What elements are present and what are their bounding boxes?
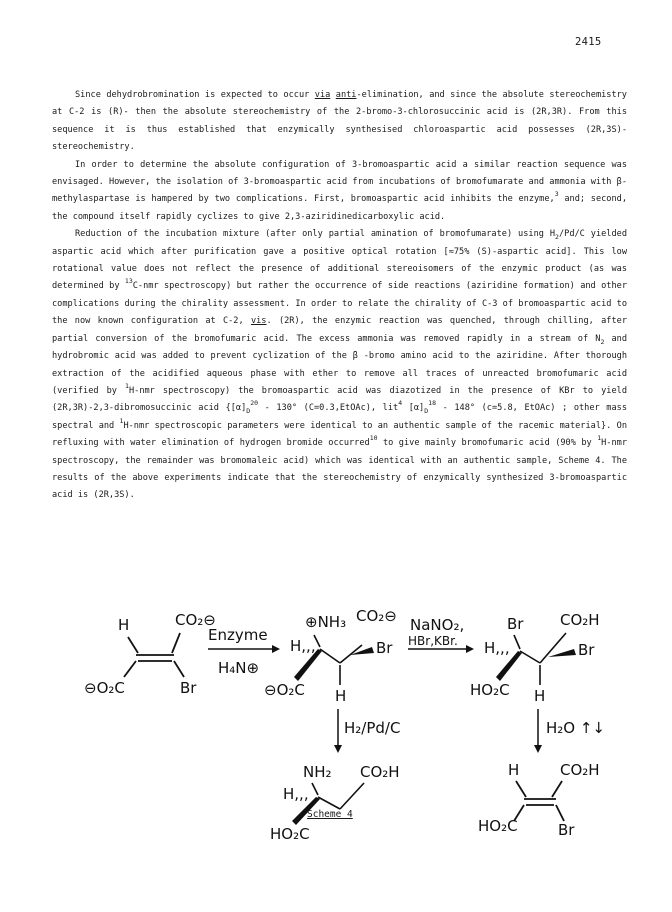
atom-label: Br: [376, 639, 393, 657]
reagent-label: Enzyme: [208, 626, 268, 644]
atom-label: HO₂C: [270, 825, 310, 843]
atom-label: CO₂⊖: [356, 607, 397, 625]
paragraph: In order to determine the absolute configuration of 3-bromoaspartic acid a similar reaction sequence was envisaged. However, the isolation of 3-bromoaspartic acid from incubations of bromofumarate and ammonia with β-methylaspartase is hampered by two complications. First, bromoaspartic acid inhibits the enzyme,$^3$ and; second, the compound itself rapidly cyclizes to give 2,3-aziridinedicarboxylic acid.: [52, 159, 627, 222]
aspartic-acid-structure: [270, 763, 400, 843]
body-text: [52, 87, 627, 505]
scheme-caption: Scheme 4: [307, 809, 353, 820]
atom-label: ⊕NH₃: [305, 613, 347, 631]
atom-label: ⊖O₂C: [264, 681, 305, 699]
atom-label: Br: [558, 821, 575, 839]
paragraph: Since dehydrobromination is expected to occur via anti-elimination, and since the absolute stereochemistry at C-2 is (R)- then the absolute stereochemistry of the 2-bromo-3-chlorosuccinic acid is (2R,3R). From this sequence it is thus established that enzymically synthesised chloroaspartic acid possesses (2R,3S)-stereochemistry.: [52, 90, 627, 153]
atom-label: H: [335, 687, 347, 705]
page-number: 2415: [575, 36, 602, 48]
atom-label: CO₂H: [360, 763, 400, 781]
atom-label: H,,,: [283, 785, 309, 803]
atom-label: Br: [180, 679, 197, 697]
atom-label: CO₂H: [560, 761, 600, 779]
atom-label: CO₂⊖: [175, 611, 216, 629]
atom-label: HO₂C: [470, 681, 510, 699]
bromoaspartate-structure: [264, 607, 397, 705]
reagent-label: H₂O ↑↓: [546, 719, 606, 737]
atom-label: Br: [578, 641, 595, 659]
enzyme-step: [208, 626, 280, 677]
atom-label: H,,,: [484, 639, 510, 657]
reagent-label: HBr,KBr.: [408, 634, 458, 648]
reaction-scheme: [0, 585, 672, 845]
diazotization-step: [408, 616, 474, 653]
atom-label: CO₂H: [560, 611, 600, 629]
reagent-label: NaNO₂,: [410, 616, 465, 634]
atom-label: H: [534, 687, 546, 705]
reduction-step: [334, 709, 400, 753]
paragraph: Reduction of the incubation mixture (after only partial amination of bromofumarate) using $H_2/Pd/C$ yielded aspartic acid which after purification gave a positive optical rotation [≈75% (S)-aspartic acid]. This low rotational value does not reflect the presence of additional stereoisomers of the enzymic product (as was determined by $^{13}$C-nmr spectroscopy) but rather the occurrence of side reactions (aziridine formation) and other complications during the chirality assessment. In order to relate the chirality of C-3 of bromoaspartic acid to the now known configuration at C-2, vis. (2R), the enzymic reaction was quenched, through chilling, after partial conversion of the bromofumaric acid. The excess ammonia was removed rapidly in a stream of $N_2$ and hydrobromic acid was added to prevent cyclization of the β -bromo amino acid to the aziridine. After thorough extraction of the acidified aqueous phase with ether to remove all traces of unreacted bromofumaric acid (verified by $^1$H-nmr spectroscopy) the bromoaspartic acid was diazotized in the presence of KBr to yield (2R,3R)-2,3-dibromosuccinic acid {$[\alpha]_D^{20} - 130^\circ$ (C=0.3,EtOAc), lit$^4$ $[\alpha]_D^{18} - 148^\circ$ (c=5.8, EtOAc) ; other mass spectral and $^1$H-nmr spectroscopic parameters were identical to an authentic sample of the racemic material}. On refluxing with water elimination of hydrogen bromide occurred$^{10}$ to give mainly bromofumaric acid (90% by $^1$H-nmr spectroscopy, the remainder was bromomaleic acid) which was identical with an authentic sample, Scheme 4. The results of the above experiments indicate that the stereochemistry of enzymically synthesized 3-bromoaspartic acid is (2R,3S).: [52, 229, 627, 501]
atom-label: ⊖O₂C: [84, 679, 125, 697]
reagent-label: H₄N⊕: [218, 659, 260, 677]
elimination-step: [534, 709, 605, 753]
atom-label: H: [118, 616, 130, 634]
reagent-label: H₂/Pd/C: [344, 719, 401, 737]
atom-label: NH₂: [303, 763, 332, 781]
bromofumaric-acid-structure: [478, 761, 600, 839]
atom-label: H: [508, 761, 520, 779]
atom-label: H,,,: [290, 637, 316, 655]
atom-label: HO₂C: [478, 817, 518, 835]
dibromosuccinic-structure: [470, 611, 600, 705]
bromofumarate-structure: [84, 611, 216, 697]
atom-label: Br: [507, 615, 524, 633]
